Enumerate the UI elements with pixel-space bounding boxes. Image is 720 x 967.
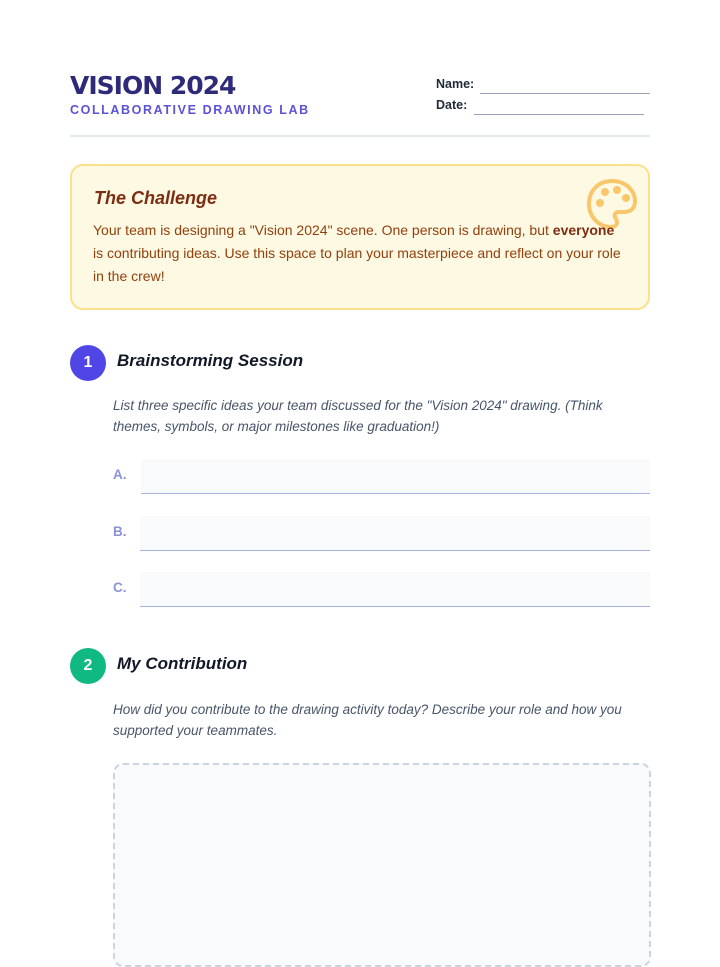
section-number-badge: 2 (70, 648, 106, 684)
page-subtitle: COLLABORATIVE DRAWING LAB (70, 103, 310, 117)
section-contribution-header (70, 648, 650, 684)
answer-row-a (70, 459, 650, 495)
challenge-box (70, 164, 650, 310)
name-label: Name: (436, 77, 475, 91)
page-title: VISION 2024 (70, 71, 236, 100)
answer-input-b[interactable] (140, 516, 650, 551)
section-title: My Contribution (117, 654, 248, 673)
worksheet-page (70, 0, 650, 932)
answer-label: B. (113, 524, 127, 539)
section-brainstorming-header (70, 345, 650, 381)
challenge-text-emphasis: everyone (552, 222, 615, 238)
challenge-text-part1: Your team is designing a "Vision 2024" scene. One person is drawing, but (93, 222, 553, 238)
answer-row-b (70, 516, 650, 552)
challenge-text (93, 219, 623, 288)
challenge-title: The Challenge (94, 188, 218, 208)
answer-label: A. (113, 467, 127, 482)
name-line[interactable] (480, 93, 650, 94)
date-label: Date: (436, 98, 468, 112)
section-description: How did you contribute to the drawing activity today? Describe your role and how you supported your teammates. (113, 702, 622, 738)
date-line[interactable] (474, 114, 644, 115)
date-field-row (436, 97, 650, 117)
answer-label: C. (113, 580, 127, 595)
worksheet-header (70, 70, 650, 137)
section-description: List three specific ideas your team discussed for the "Vision 2024" drawing. (Think themes, symbols, or major milestones like graduation!) (113, 398, 603, 434)
answer-input-a[interactable] (141, 459, 650, 494)
name-field-row (436, 76, 650, 96)
section-number-badge: 1 (70, 345, 106, 381)
section-title: Brainstorming Session (117, 351, 304, 370)
contribution-response-box[interactable] (113, 763, 651, 967)
challenge-text-part2: is contributing ideas. Use this space to plan your masterpiece and reflect on your role in the crew! (93, 245, 621, 284)
answer-input-c[interactable] (140, 572, 650, 607)
answer-row-c (70, 572, 650, 608)
